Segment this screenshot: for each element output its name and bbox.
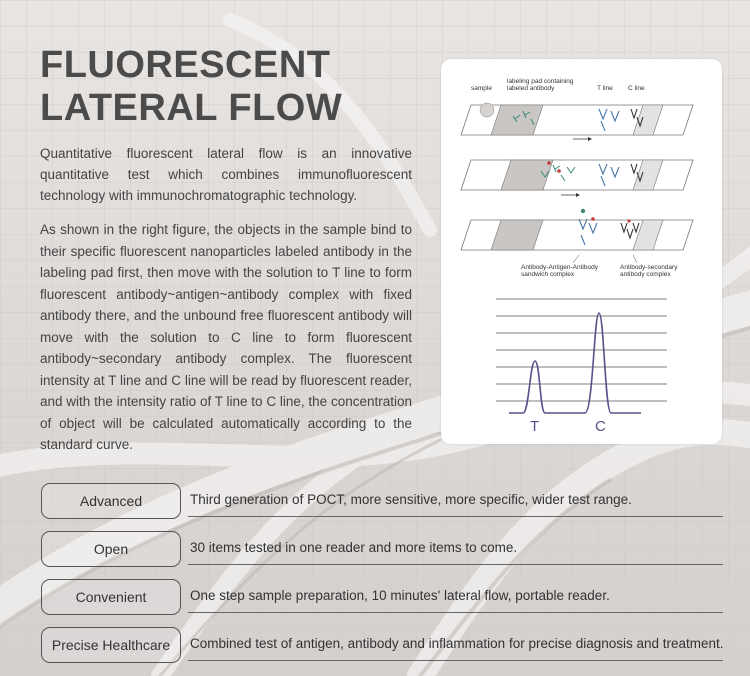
label-secondary-2: antibody complex <box>620 271 671 278</box>
feature-badge-convenient: Convenient <box>41 579 181 615</box>
label-pad: labeling pad containing <box>507 78 574 85</box>
feature-desc-precise-healthcare: Combined test of antigen, antibody and inflammation for precise diagnosis and treatment. <box>190 636 724 651</box>
intro-paragraph: Quantitative fluorescent lateral flow is an innovative quantitative test which combines immunofluorescent technology with immunochromatographic technology. <box>40 146 412 203</box>
signal-plot <box>496 299 667 413</box>
peak-c-label: C <box>595 418 606 435</box>
feature-divider <box>188 564 723 565</box>
feature-badge-precise-healthcare: Precise Healthcare <box>41 627 181 663</box>
lateral-flow-figure <box>441 59 722 444</box>
label-secondary: Antibody-secondary <box>620 264 678 271</box>
label-sample: sample <box>471 85 492 92</box>
label-sandwich-2: sandwich complex <box>521 271 575 278</box>
feature-row-open <box>40 531 723 571</box>
feature-row-precise-healthcare <box>40 627 723 667</box>
feature-divider <box>188 612 723 613</box>
page-title <box>40 44 342 130</box>
label-t-line: T line <box>597 85 613 92</box>
feature-badge-advanced: Advanced <box>41 483 181 519</box>
feature-row-convenient <box>40 579 723 619</box>
feature-divider <box>188 516 723 517</box>
label-c-line: C line <box>628 85 645 92</box>
feature-row-advanced <box>40 483 723 523</box>
label-sandwich: Antibody-Antigen-Antibody <box>521 264 598 271</box>
strip-3 <box>461 209 693 263</box>
feature-divider <box>188 660 723 661</box>
feature-badge-open: Open <box>41 531 181 567</box>
strip-1 <box>461 103 693 141</box>
feature-desc-advanced: Third generation of POCT, more sensitive, more specific, wider test range. <box>190 492 632 507</box>
label-pad-2: labeled antibody <box>507 85 555 92</box>
peak-t-label: T <box>530 418 540 435</box>
title-line-2: LATERAL FLOW <box>40 87 343 129</box>
feature-desc-open: 30 items tested in one reader and more items to come. <box>190 540 518 555</box>
strip-2 <box>461 160 693 197</box>
title-line-1: FLUORESCENT <box>40 44 331 86</box>
feature-desc-convenient: One step sample preparation, 10 minutes' lateral flow, portable reader. <box>190 588 610 603</box>
body-paragraph: As shown in the right figure, the objects in the sample bind to their specific fluorescent nanoparticles labeled antibody in the labeling pad first, then move with the solution to T line to form fluorescent antibody~antigen~antibody complex with fixed antibody there, and the unbound free fluorescent antibody will move with the solution to C line to form fluorescent antibody~secondary antibody complex. The fluorescent intensity at T line and C line will be read by fluorescent reader, and with the intensity ratio of T line to C line, the concentration of object will be calculated automatically according to the standard curve. <box>40 222 412 452</box>
